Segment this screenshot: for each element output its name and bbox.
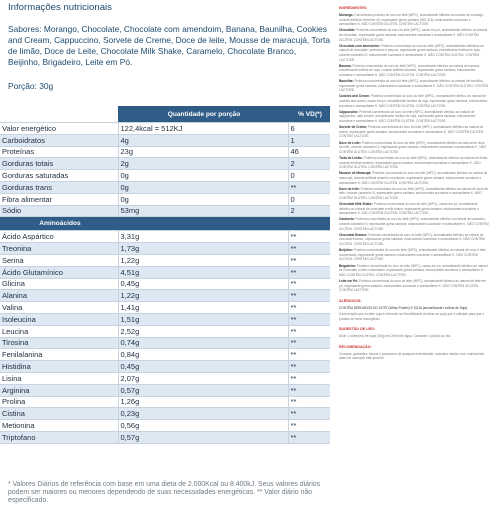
ingredient-flavor: Chocolate Branco:: [339, 232, 368, 237]
table-row: [0, 337, 330, 349]
vd-cell: **: [288, 181, 330, 193]
ingredient-text: Proteína concentrada do soro do leite (WPC), aromatizante idêntico ao natural de maracujá, corante artificial amarelo crepúsculo, espessante goma xantana, edulcorantes sucralose e acessulfame K. NÃO CONTÉM GLÚTEN. CONTÉM LACTOSE.: [339, 171, 488, 185]
nutrient-name-cell: Gorduras saturadas: [0, 170, 118, 182]
amino-header: Aminoácidos: [0, 217, 118, 231]
table-row: [0, 384, 330, 396]
ingredient-block: [339, 94, 489, 108]
table-row: [0, 313, 330, 325]
ingredient-flavor: Doce de leite:: [339, 186, 360, 191]
amino-header-row: [0, 217, 330, 231]
quantity-cell: 0,45g: [118, 361, 288, 373]
use-heading: SUGESTÃO DE USO:: [339, 327, 376, 332]
ingredient-text: Proteína concentrada do soro do leite (WPC), aromatizante idêntico ao natural de leite em pó, espessante goma xantana, edulcorantes sucralose e acessulfame K. NÃO CONTÉM GLÚTEN. CONTÉM LACTOSE.: [339, 278, 487, 293]
ingredient-text: Proteína concentrada do soro do leite (WPC), aromatizante idêntico ao natural de limão, corante artificial amarelo, espessante goma xantana, edulcorantes sucralose e acessulfame K. NÃO CONTÉM GLÚTEN. CONTÉM LACTOSE.: [339, 155, 489, 170]
nutrient-name-cell: Triptofano: [0, 431, 118, 443]
nutrient-name-cell: Gorduras totais: [0, 158, 118, 170]
table-row: [0, 278, 330, 290]
ingredient-block: [339, 202, 489, 216]
ingredient-block: [339, 233, 489, 247]
vd-cell: 2: [288, 158, 330, 170]
table-row: [0, 146, 330, 158]
table-row: [0, 193, 330, 205]
quantity-cell: 0,57g: [118, 431, 288, 443]
ingredient-flavor: Brigadeiro:: [339, 263, 357, 268]
nutrient-name-cell: Proteínas: [0, 146, 118, 158]
ingredient-block: [339, 141, 489, 155]
nutrient-name-cell: Lisina: [0, 372, 118, 384]
vd-cell: **: [288, 372, 330, 384]
nutrient-name-cell: Fibra alimentar: [0, 193, 118, 205]
vd-cell: **: [288, 384, 330, 396]
allergens-heading: ALÉRGICOS:: [339, 298, 362, 303]
ingredient-flavor: Banana:: [339, 63, 352, 68]
ingredient-text: Proteína concentrada do soro do leite (WPC), aromatizantes idênticos ao natural de chocolate, amendoim e paçoca, espessante goma xantana, emulsificante lecitina de soja, corante caramelo IV, edulcorantes sucralose e acessulfame K. NÃO CONTÉM GLÚTEN. CONTÉM LACTOSE.: [339, 43, 484, 62]
ingredient-block: [339, 187, 489, 201]
ingredient-flavor: Baunilha:: [339, 79, 354, 84]
table-row: [0, 123, 330, 135]
vd-cell: **: [288, 349, 330, 361]
vd-cell: **: [288, 325, 330, 337]
table-row: [0, 254, 330, 266]
quantity-cell: 0g: [118, 170, 288, 182]
vd-cell: **: [288, 408, 330, 420]
nutrient-name-cell: Cistina: [0, 408, 118, 420]
quantity-cell: 122,4kcal = 512KJ: [118, 123, 288, 135]
ingredient-block: [339, 156, 489, 170]
table-row: [0, 431, 330, 443]
vd-cell: **: [288, 278, 330, 290]
vd-cell: **: [288, 396, 330, 408]
ingredient-flavor: Chocolate Milk Shake:: [339, 202, 373, 207]
nutrient-name-cell: Fenilalanina: [0, 349, 118, 361]
ingredient-text: Proteína concentrada do soro do leite (WPC), aromatizante idêntico ao natural de chocolate branco, espessante goma xantana, edulcorantes sucralose e acessulfame K. NÃO CONTÉM GLÚTEN. CONTÉM LACTOSE.: [339, 232, 485, 247]
vd-cell: **: [288, 243, 330, 255]
ingredient-block: [339, 110, 489, 124]
nutrient-name-cell: Isoleucina: [0, 313, 118, 325]
nutrient-name-cell: Tirosina: [0, 337, 118, 349]
table-row: [0, 231, 330, 243]
ingredient-text: Proteína concentrada do soro do leite (WPC), aromatizante idêntico ao natural de cappuccino, café solúvel, emulsificante lecitina de soja, espessante goma xantana, edulcorantes sucralose e acessulfame K. NÃO CONTÉM GLÚTEN. CONTÉM LACTOSE.: [339, 109, 476, 124]
nutrient-name-cell: Serina: [0, 254, 118, 266]
nutrient-name-cell: Gorduras trans: [0, 181, 118, 193]
ingredient-flavor: Cookies and Cream:: [339, 94, 370, 99]
table-row: [0, 290, 330, 302]
quantity-cell: 0g: [118, 193, 288, 205]
vd-cell: **: [288, 361, 330, 373]
quantity-cell: 1,22g: [118, 290, 288, 302]
ingredient-text: Proteína concentrada do soro do leite (WPC), cacau em pó, aromatizante idêntico ao natural de chocolate e leite condensado, espessante goma xantana, edulcorantes sucralose e acessulfame K. NÃO CONTÉM GLÚTEN. CONTÉM LACTOSE.: [339, 263, 488, 277]
ingredients-heading: INGREDIENTES:: [339, 6, 368, 10]
vd-cell: 1: [288, 134, 330, 146]
ingredient-flavor: Chocolate:: [339, 28, 356, 33]
nutrient-name-cell: Metionina: [0, 420, 118, 432]
ingredient-block: [339, 13, 489, 27]
ingredient-text: Proteína concentrada do soro do leite (WPC), cacau em pó, aromatizante idêntico ao natural de chocolate e milk shake, espessante goma xantana, edulcorantes sucralose e acessulfame K. NÃO CONTÉM GLÚTEN. CONTÉM LACTOSE.: [339, 202, 479, 216]
table-row: [0, 205, 330, 217]
nutrient-name-cell: Sódio: [0, 205, 118, 217]
quantity-cell: 1,73g: [118, 243, 288, 255]
nutrient-name-cell: Treonina: [0, 243, 118, 255]
ingredient-text: Proteína concentrada do soro do leite (WPC), aromatizante idêntico ao natural de creme, espessante goma xantana, edulcorantes sucralose e acessulfame K. NÃO CONTÉM GLÚTEN. CONTÉM LACTOSE.: [339, 125, 485, 139]
vd-cell: 0: [288, 193, 330, 205]
quantity-cell: 0,23g: [118, 408, 288, 420]
quantity-cell: 0,45g: [118, 278, 288, 290]
vd-cell: 0: [288, 170, 330, 182]
ingredient-flavor: Beijinho:: [339, 248, 353, 253]
vd-cell: **: [288, 302, 330, 314]
nutrient-name-cell: Arginina: [0, 384, 118, 396]
ingredient-flavor: Caramelo:: [339, 217, 355, 222]
ingredients-list: [339, 13, 489, 293]
ingredient-flavor: Chocolate com amendoim:: [339, 43, 380, 48]
nutrient-name-cell: Histidina: [0, 361, 118, 373]
nutrient-name-cell: Ácido Glutamínico: [0, 266, 118, 278]
table-row: [0, 181, 330, 193]
ingredient-flavor: Torta de Limão:: [339, 155, 363, 160]
table-row: [0, 134, 330, 146]
ingredient-block: [339, 125, 489, 139]
ingredient-flavor: Cappuccino:: [339, 109, 359, 114]
header-blank-cell: [0, 106, 118, 123]
vd-cell: **: [288, 266, 330, 278]
ingredient-text: Proteína concentrada do soro do leite (WPC), aromatizante idêntico ao natural de doce de leite, corante caramelo IV, espessante goma xantana, edulcorantes sucralose e acessulfame K. NÃO CONTÉM GLÚTEN. CONTÉM LACTOSE.: [339, 186, 489, 200]
portion-text: Porção: 30g: [8, 81, 54, 91]
header-vd: % VD(*): [288, 106, 330, 123]
vd-cell: **: [288, 313, 330, 325]
ingredient-text: Proteína concentrada do soro do leite (WPC), aromatizante idêntico ao natural de doce de leite, corante caramelo IV, espessante goma xantana, edulcorantes sucralose e acessulfame K. NÃO CONTÉM GLÚTEN. CONTÉM LACTOSE.: [339, 140, 487, 154]
vd-cell: **: [288, 420, 330, 432]
use-text: Diluir 1 colher(es) de sopa (30g) em 200ml de água. Consumir 1 porção ao dia.: [339, 334, 451, 339]
table-row: [0, 396, 330, 408]
quantity-cell: 53mg: [118, 205, 288, 217]
table-row: [0, 372, 330, 384]
page-title: Informações nutricionais: [8, 2, 112, 13]
ingredient-flavor: Sorvete de Creme:: [339, 125, 368, 130]
recommend-text: Crianças, gestantes, idosos e portadores de qualquer enfermidade, consultar médico e/ou nutricionista antes de consumir este produto.: [339, 351, 485, 361]
nutrition-table: [0, 106, 330, 444]
ingredient-flavor: Doce de Leite:: [339, 140, 361, 145]
info-text: A informação que contém soja é referente ao Emulsificante (lecitina de soja) que é utilizado para que o produto se torne homogêneo.: [339, 311, 485, 321]
ingredients-panel: [339, 0, 489, 500]
recommend-heading: RECOMENDAÇÃO:: [339, 344, 372, 349]
flavors-text: Sabores: Morango, Chocolate, Chocolate com amendoim, Banana, Baunilha, Cookies and Cream, Cappuccino, Sorvete de Creme, Doce de leite, Mousse de maracujá, Torta de limão, Doce de Leite, Chocolate Milk Shake, Caramelo, Chocolate Branco, Beijinho, Brigadeiro, Leite em Pó.: [8, 24, 330, 67]
ingredient-block: [339, 279, 489, 293]
ingredient-block: [339, 79, 489, 93]
nutrient-name-cell: Valina: [0, 302, 118, 314]
header-quantity: Quantidade por porção: [118, 106, 288, 123]
ingredient-block: [339, 248, 489, 262]
ingredient-text: Proteína concentrada do soro do leite (WPC), cacau em pó, aromatizante idêntico ao natural de chocolate, espessante goma xantana, edulcorantes sucralose e acessulfame K. NÃO CONTÉM GLÚTEN. CONTÉM LACTOSE.: [339, 28, 488, 42]
ingredient-block: [339, 64, 489, 78]
vd-cell: 46: [288, 146, 330, 158]
ingredient-text: Proteína concentrada do soro do leite (WPC), aromatizante idêntico ao natural de coco e leite condensado, espessante goma xantana, edulcorantes sucralose e acessulfame K. NÃO CONTÉM GLÚTEN. CONTÉM LACTOSE.: [339, 248, 486, 262]
table-row: [0, 302, 330, 314]
quantity-cell: 3,31g: [118, 231, 288, 243]
quantity-cell: 2,07g: [118, 372, 288, 384]
vd-cell: **: [288, 231, 330, 243]
ingredient-text: Proteína concentrada do soro do leite (WPC), aromatizante idêntico ao natural de caramelo, corante caramelo IV, espessante goma xantana, edulcorantes sucralose e acessulfame K. NÃO CONTÉM GLÚTEN. CONTÉM LACTOSE.: [339, 217, 489, 231]
nutrient-name-cell: Carboidratos: [0, 134, 118, 146]
quantity-cell: 0g: [118, 181, 288, 193]
amino-header-filler: [118, 217, 330, 231]
ingredient-flavor: Leite em Pó:: [339, 278, 358, 283]
allergens-text: CONTÉM DERIVADOS DO LEITE (Whey Protein) E SOJA (emulsificante Lecitina de Soja).: [339, 305, 468, 310]
ingredient-block: [339, 44, 489, 62]
ingredient-text: Proteína concentrada do soro do leite (WPC), aromatizante idêntico ao natural de banana, emulsificante lecitina de soja, corante artificial amarelo, espessante goma xantana, edulcorantes sucralose e acessulfame K. NÃO CONTÉM GLÚTEN. CONTÉM LACTOSE.: [339, 63, 481, 77]
table-row: [0, 170, 330, 182]
quantity-cell: 4,51g: [118, 266, 288, 278]
nutrition-table-body: [0, 123, 330, 444]
table-row: [0, 325, 330, 337]
quantity-cell: 0,84g: [118, 349, 288, 361]
ingredient-flavor: Mousse de Maracujá:: [339, 171, 372, 176]
quantity-cell: 1,51g: [118, 313, 288, 325]
quantity-cell: 1,41g: [118, 302, 288, 314]
ingredient-block: [339, 264, 489, 278]
nutrient-name-cell: Prolina: [0, 396, 118, 408]
quantity-cell: 0,57g: [118, 384, 288, 396]
vd-cell: **: [288, 254, 330, 266]
vd-cell: 2: [288, 205, 330, 217]
ingredient-block: [339, 217, 489, 231]
ingredient-flavor: Morango:: [339, 13, 354, 17]
ingredient-block: [339, 171, 489, 185]
table-header-row: [0, 106, 330, 123]
vd-cell: **: [288, 337, 330, 349]
table-row: [0, 408, 330, 420]
quantity-cell: 1,22g: [118, 254, 288, 266]
ingredient-text: Proteína concentrada do soro do leite (WPC), aromatizante idêntico ao natural de baunilha, espessante goma xantana, edulcorantes sucralose e acessulfame K. NÃO CONTÉM GLÚTEN. CONTÉM LACTOSE.: [339, 79, 489, 93]
table-row: [0, 158, 330, 170]
nutrient-name-cell: Alanina: [0, 290, 118, 302]
vd-cell: **: [288, 431, 330, 443]
table-row: [0, 349, 330, 361]
nutrient-name-cell: Glicina: [0, 278, 118, 290]
quantity-cell: 0,74g: [118, 337, 288, 349]
quantity-cell: 2g: [118, 158, 288, 170]
table-row: [0, 420, 330, 432]
table-row: [0, 266, 330, 278]
quantity-cell: 0,56g: [118, 420, 288, 432]
table-row: [0, 243, 330, 255]
footnote: * Valores Diários de referência com base em uma dieta de 2.000Kcal ou 8.400kJ. Seus valores diários podem ser maiores ou menores dependendo de suas necessidades energéticas. ** Valor diário não especificado.: [8, 481, 321, 505]
quantity-cell: 2,52g: [118, 325, 288, 337]
quantity-cell: 1,26g: [118, 396, 288, 408]
ingredient-block: [339, 28, 489, 42]
vd-cell: **: [288, 290, 330, 302]
quantity-cell: 23g: [118, 146, 288, 158]
ingredient-text: Concentrado proteico do soro do leite (WPC), aromatizante idêntico ao natural de morango, corante artificial vermelho 40, espessante goma xantana (INS 415), edulcorantes sucralose e acessulfame K. NÃO CONTÉM GLÚTEN. CONTÉM LACTOSE.: [339, 13, 484, 27]
nutrient-name-cell: Ácido Aspártico: [0, 231, 118, 243]
nutrient-name-cell: Leucina: [0, 325, 118, 337]
quantity-cell: 4g: [118, 134, 288, 146]
table-row: [0, 361, 330, 373]
nutrient-name-cell: Valor energético: [0, 123, 118, 135]
vd-cell: 6: [288, 123, 330, 135]
ingredient-text: Proteína concentrada do soro do leite (WPC), aromatizante idêntico ao natural de cookies and cream, cacau em pó, emulsificante lecitina de soja, espessante goma xantana, edulcorantes sucralose e acessulfame K. NÃO CONTÉM GLÚTEN. CONTÉM LACTOSE.: [339, 94, 488, 108]
